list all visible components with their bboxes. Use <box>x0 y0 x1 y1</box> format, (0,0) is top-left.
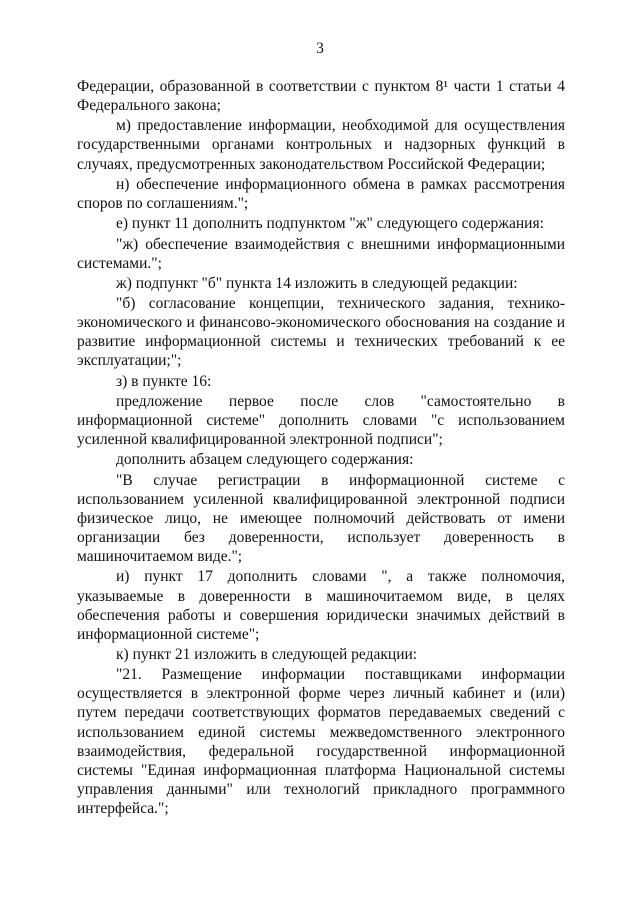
paragraph-sentence-amendment: предложение первое после слов "самостоятельно в информационной системе" дополнить словами "с использованием усиленной квалифицированной электронной подписи"; <box>77 393 565 449</box>
paragraph-quote-21: "21. Размещение информации поставщиками информации осуществляется в электронной форме через личный кабинет и (или) путем передачи соответствующих форматов передаваемых сведений с использованием единой системы межведомственного электронного взаимодействия, федеральной государственной информационной системы "Единая информационная платформа Национальной системы управления данными" или технологий прикладного программного интерфейса."; <box>77 666 565 817</box>
paragraph-item-n: н) обеспечение информационного обмена в рамках рассмотрения споров по соглашениям."; <box>77 175 565 212</box>
paragraph-item-m: м) предоставление информации, необходимой для осуществления государственными органами контрольных и надзорных функций в случаях, предусмотренных законодательством Российской Федерации; <box>77 117 565 173</box>
page-number: 3 <box>316 40 324 57</box>
paragraph-item-k: к) пункт 21 изложить в следующей редакции: <box>116 645 418 663</box>
paragraph-item-e: е) пункт 11 дополнить подпунктом "ж" следующего содержания: <box>116 215 544 233</box>
paragraph-continuation: Федерации, образованной в соответствии с пунктом 8¹ части 1 статьи 4 Федерального закона; <box>77 78 565 115</box>
paragraph-item-z: з) в пункте 16: <box>116 372 212 390</box>
paragraph-item-i: и) пункт 17 дополнить словами ", а также полномочия, указываемые в доверенности в машиночитаемом виде, в целях обеспечения работы и совершения юридически значимых действий в информационной системе"; <box>77 568 565 643</box>
paragraph-quote-zh: "ж) обеспечение взаимодействия с внешними информационными системами."; <box>77 235 565 272</box>
paragraph-item-zh: ж) подпункт "б" пункта 14 изложить в следующей редакции: <box>116 274 518 292</box>
paragraph-quote-b: "б) согласование концепции, технического задания, технико-экономического и финансово-экономического обоснования на создание и развитие информационной системы и технических требований к ее эксплуатации;"; <box>77 295 565 370</box>
paragraph-add-clause: дополнить абзацем следующего содержания: <box>116 451 414 469</box>
document-body <box>77 77 565 819</box>
paragraph-quote-registration: "В случае регистрации в информационной системе с использованием усиленной квалифицированной электронной подписи физическое лицо, не имеющее полномочий действовать от имени организации без доверенности, использует доверенность в машиночитаемом виде."; <box>77 471 565 566</box>
